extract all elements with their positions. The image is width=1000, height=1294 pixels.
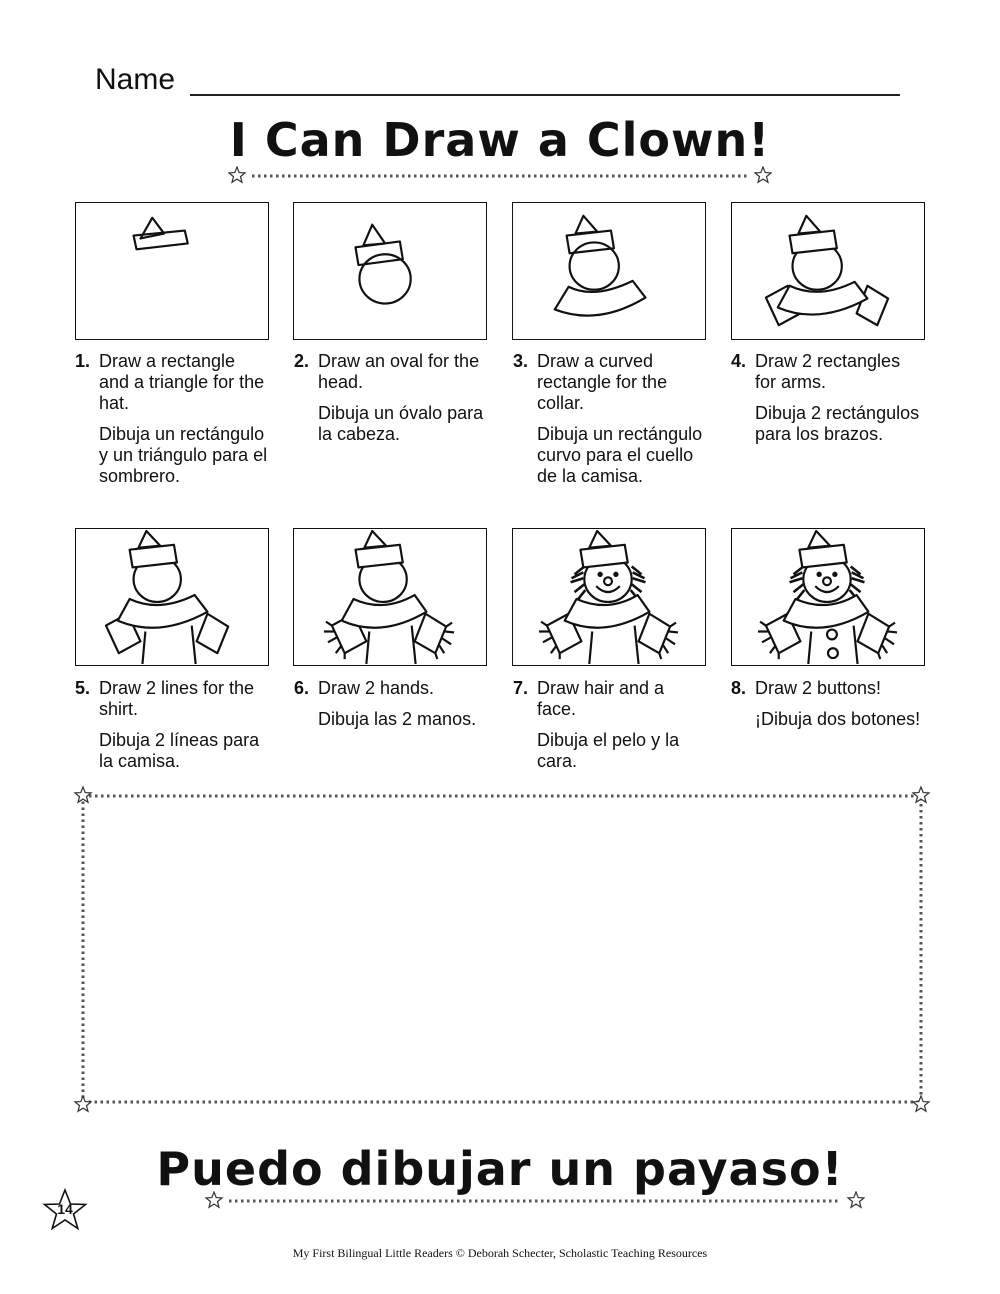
step-number: 6. xyxy=(294,678,310,698)
step-number: 8. xyxy=(731,678,747,698)
step-2-caption xyxy=(294,351,489,445)
name-row xyxy=(95,60,900,100)
step-6-caption xyxy=(294,678,489,730)
step-number: 4. xyxy=(731,351,747,371)
star-icon xyxy=(75,1096,91,1111)
step-text-es: Dibuja el pelo y la cara. xyxy=(537,730,680,771)
step-1-caption xyxy=(75,351,270,487)
step-number: 3. xyxy=(513,351,529,371)
step-text-es: Dibuja 2 rectángulos para los brazos. xyxy=(755,403,920,444)
step-3-caption xyxy=(513,351,708,487)
step-5-drawing xyxy=(75,528,269,666)
step-text-es: Dibuja 2 líneas para la camisa. xyxy=(99,730,260,771)
star-icon xyxy=(755,167,771,182)
footer-credit: My First Bilingual Little Readers © Deborah Schecter, Scholastic Teaching Resources xyxy=(292,1246,708,1260)
step-text-en: Draw 2 hands. xyxy=(318,678,435,698)
page-number: 14 xyxy=(57,1201,73,1217)
page-title: I Can Draw a Clown! xyxy=(229,113,771,167)
drawing-area[interactable] xyxy=(80,798,920,1098)
step-text-es: Dibuja las 2 manos. xyxy=(318,709,477,729)
step-7-caption xyxy=(513,678,708,772)
step-text-es: Dibuja un óvalo para la cabeza. xyxy=(318,403,484,444)
step-text-en: Draw 2 buttons! xyxy=(755,678,882,698)
step-8-drawing xyxy=(731,528,925,666)
step-number: 2. xyxy=(294,351,310,371)
step-number: 1. xyxy=(75,351,91,371)
step-4-caption xyxy=(731,351,926,445)
step-text-en: Draw 2 lines for the shirt. xyxy=(99,678,255,719)
step-number: 5. xyxy=(75,678,91,698)
title-divider xyxy=(228,166,772,184)
step-2-drawing xyxy=(293,202,487,340)
step-text-en: Draw hair and a face. xyxy=(537,678,665,719)
step-text-en: Draw a rectangle and a triangle for the hat. xyxy=(99,351,265,413)
star-icon xyxy=(848,1192,864,1207)
star-icon xyxy=(913,1096,929,1111)
name-write-line[interactable] xyxy=(190,94,900,96)
step-number: 7. xyxy=(513,678,529,698)
step-1-drawing xyxy=(75,202,269,340)
step-text-en: Draw 2 rectangles for arms. xyxy=(755,351,901,392)
step-text-es: ¡Dibuja dos botones! xyxy=(755,709,921,729)
step-text-es: Dibuja un rectángulo curvo para el cuello de la camisa. xyxy=(537,424,703,486)
star-icon xyxy=(229,167,245,182)
title-divider-spanish xyxy=(205,1191,865,1209)
name-label: Name xyxy=(95,63,176,96)
step-4-drawing xyxy=(731,202,925,340)
star-icon xyxy=(206,1192,222,1207)
page-number-badge xyxy=(42,1188,88,1234)
page-title-spanish: Puedo dibujar un payaso! xyxy=(156,1142,844,1196)
step-text-es: Dibuja un rectángulo y un triángulo para el sombrero. xyxy=(99,424,268,486)
step-8-caption xyxy=(731,678,926,730)
step-7-drawing xyxy=(512,528,706,666)
step-text-en: Draw a curved rectangle for the collar. xyxy=(537,351,668,413)
step-5-caption xyxy=(75,678,270,772)
step-6-drawing xyxy=(293,528,487,666)
step-text-en: Draw an oval for the head. xyxy=(318,351,480,392)
step-3-drawing xyxy=(512,202,706,340)
